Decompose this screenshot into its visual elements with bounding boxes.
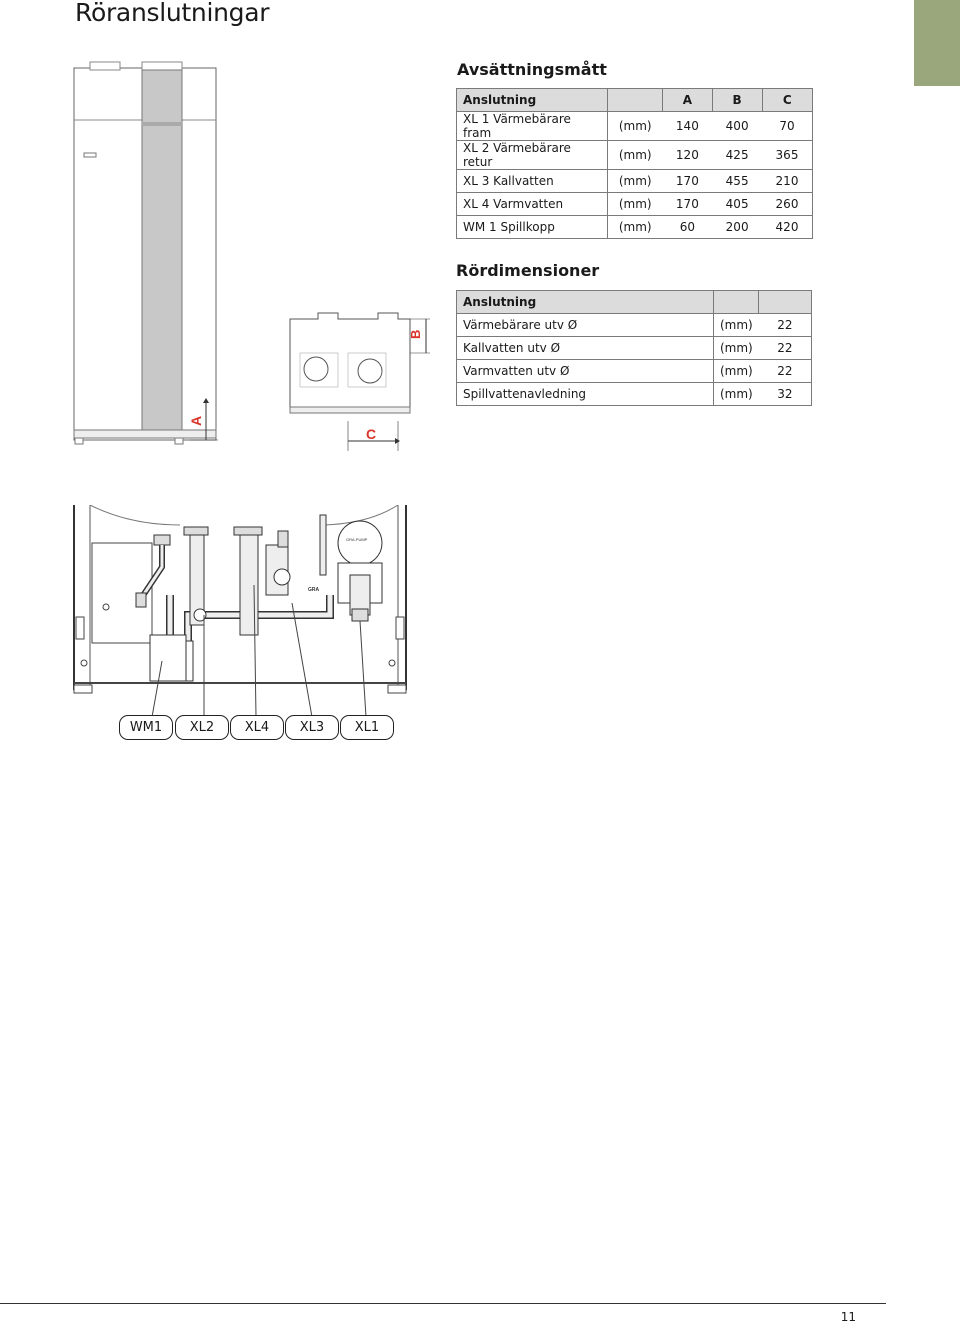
table-row bbox=[457, 216, 813, 239]
pipe-dimensions-table bbox=[456, 290, 812, 406]
table-row bbox=[457, 193, 813, 216]
table-cell: (mm) bbox=[608, 141, 663, 170]
table-header-cell: A bbox=[663, 89, 713, 112]
table-cell: 32 bbox=[759, 383, 812, 406]
section-title-dimensions: Avsättningsmått bbox=[457, 60, 607, 79]
table-header-row bbox=[457, 89, 813, 112]
table-cell: 420 bbox=[762, 216, 813, 239]
table-header-row bbox=[457, 291, 812, 314]
table-cell: 200 bbox=[712, 216, 762, 239]
dimension-b-label: B bbox=[408, 329, 423, 339]
heat-pump-front-drawing bbox=[70, 60, 220, 452]
table-cell: Spillvattenavledning bbox=[457, 383, 714, 406]
table-cell: Värmebärare utv Ø bbox=[457, 314, 714, 337]
pipe-connection-drawing bbox=[70, 505, 420, 715]
table-cell: 22 bbox=[759, 337, 812, 360]
dimension-c-label: C bbox=[366, 426, 377, 442]
page-number: 11 bbox=[840, 1310, 856, 1324]
table-cell: (mm) bbox=[714, 383, 759, 406]
table-cell: 405 bbox=[712, 193, 762, 216]
table-cell: Varmvatten utv Ø bbox=[457, 360, 714, 383]
connection-label-wm1: WM1 bbox=[119, 715, 173, 740]
table-cell: 400 bbox=[712, 112, 762, 141]
table-cell: 170 bbox=[663, 170, 713, 193]
table-row bbox=[457, 337, 812, 360]
table-header-cell: Anslutning bbox=[457, 291, 714, 314]
table-cell: 140 bbox=[663, 112, 713, 141]
table-row bbox=[457, 314, 812, 337]
table-cell: XL 2 Värmebärare retur bbox=[457, 141, 608, 170]
table-cell: 425 bbox=[712, 141, 762, 170]
heat-pump-top-view-drawing bbox=[278, 303, 434, 453]
dimension-a-label: A bbox=[188, 415, 204, 426]
table-row bbox=[457, 383, 812, 406]
pump-label: GRA.PUMP bbox=[346, 537, 368, 542]
table-cell: XL 1 Värmebärare fram bbox=[457, 112, 608, 141]
table-cell: 210 bbox=[762, 170, 813, 193]
table-cell: 170 bbox=[663, 193, 713, 216]
table-header-cell bbox=[608, 89, 663, 112]
table-cell: (mm) bbox=[608, 216, 663, 239]
table-cell: (mm) bbox=[608, 170, 663, 193]
table-cell: (mm) bbox=[608, 193, 663, 216]
connection-label-xl3: XL3 bbox=[285, 715, 339, 740]
table-cell: WM 1 Spillkopp bbox=[457, 216, 608, 239]
connection-label-xl1: XL1 bbox=[340, 715, 394, 740]
table-cell: XL 3 Kallvatten bbox=[457, 170, 608, 193]
table-cell: XL 4 Varmvatten bbox=[457, 193, 608, 216]
table-cell: 260 bbox=[762, 193, 813, 216]
connection-label-xl4: XL4 bbox=[230, 715, 284, 740]
table-cell: 120 bbox=[663, 141, 713, 170]
table-row bbox=[457, 141, 813, 170]
table-cell: Kallvatten utv Ø bbox=[457, 337, 714, 360]
pump-brand-label: GRA bbox=[308, 587, 320, 593]
dimensions-table bbox=[456, 88, 813, 239]
table-cell: (mm) bbox=[714, 337, 759, 360]
section-tab-marker bbox=[914, 0, 960, 86]
table-cell: (mm) bbox=[608, 112, 663, 141]
table-cell: 22 bbox=[759, 314, 812, 337]
table-header-cell: B bbox=[712, 89, 762, 112]
table-header-cell: Anslutning bbox=[457, 89, 608, 112]
connection-label-xl2: XL2 bbox=[175, 715, 229, 740]
table-cell: 455 bbox=[712, 170, 762, 193]
table-header-cell: C bbox=[762, 89, 813, 112]
table-row bbox=[457, 112, 813, 141]
page-title: Röranslutningar bbox=[75, 0, 270, 27]
table-cell: 60 bbox=[663, 216, 713, 239]
table-cell: 70 bbox=[762, 112, 813, 141]
table-row bbox=[457, 170, 813, 193]
section-title-pipe-dimensions: Rördimensioner bbox=[456, 261, 600, 280]
table-header-cell bbox=[714, 291, 759, 314]
table-cell: 22 bbox=[759, 360, 812, 383]
table-row bbox=[457, 360, 812, 383]
table-header-cell bbox=[759, 291, 812, 314]
table-cell: (mm) bbox=[714, 314, 759, 337]
table-cell: 365 bbox=[762, 141, 813, 170]
footer-divider bbox=[0, 1303, 886, 1304]
table-cell: (mm) bbox=[714, 360, 759, 383]
